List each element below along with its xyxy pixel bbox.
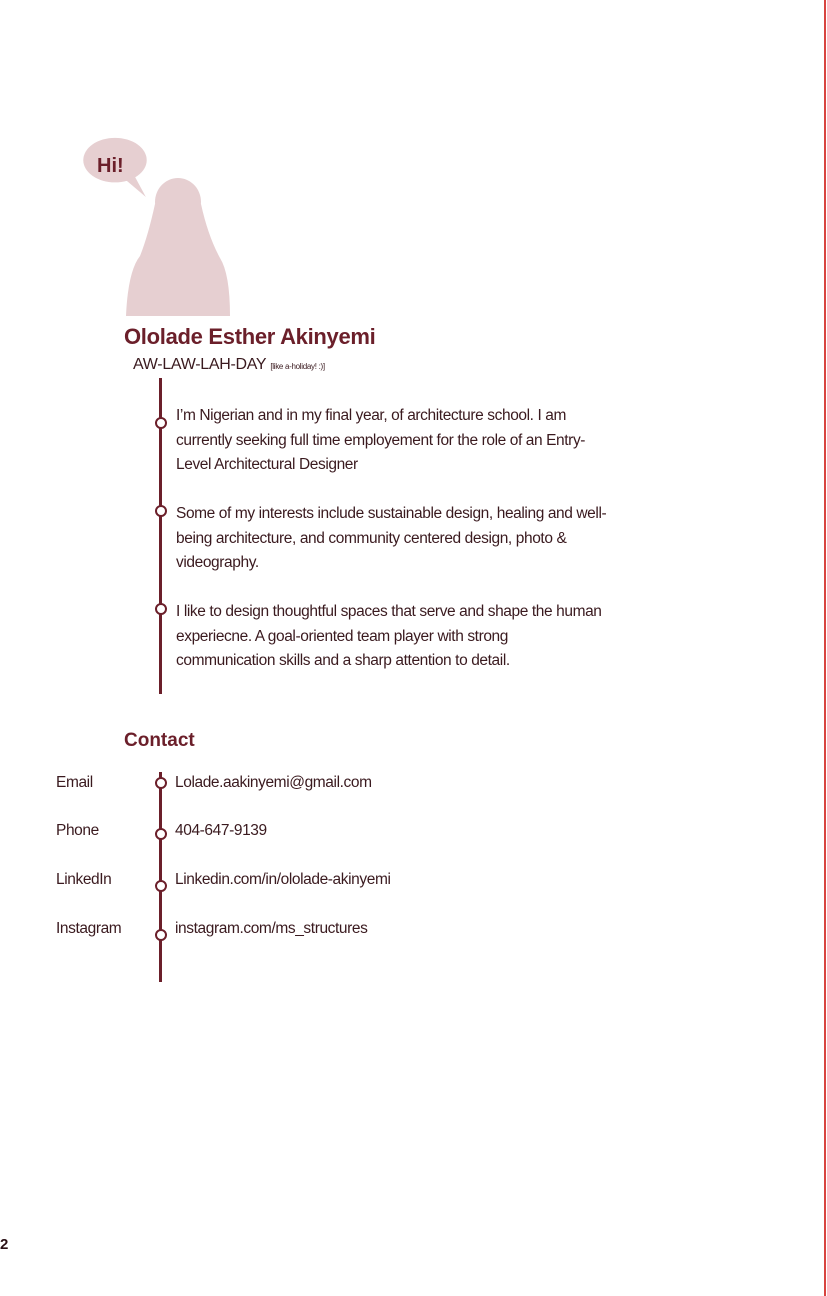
- contact-instagram-value[interactable]: instagram.com/ms_structures: [175, 920, 368, 937]
- greeting-text: Hi!: [97, 155, 124, 177]
- timeline-node-icon: [155, 777, 167, 789]
- page-edge-line: [824, 0, 826, 1296]
- about-paragraph: I like to design thoughtful spaces that serve and shape the human experiecne. A goal-oriented team player with strong communication skills and a sharp attention to detail.: [176, 603, 602, 669]
- timeline-node-icon: [155, 880, 167, 892]
- contact-linkedin-label: LinkedIn: [56, 871, 112, 888]
- contact-phone-value[interactable]: 404-647-9139: [175, 822, 267, 839]
- about-paragraph: Some of my interests include sustainable design, healing and well-being architecture, and community centered design, photo & videography.: [176, 505, 607, 571]
- contact-phone-label: Phone: [56, 822, 99, 839]
- person-silhouette-icon: [122, 176, 234, 316]
- contact-email-value[interactable]: Lolade.aakinyemi@gmail.com: [175, 774, 372, 791]
- pronunciation-note: [like a-holiday! :)]: [270, 362, 325, 371]
- contact-timeline-line: [159, 772, 162, 982]
- about-paragraph: I’m Nigerian and in my final year, of architecture school. I am currently seeking full time employement for the role of an Entry-Level Architectural Designer: [176, 407, 586, 473]
- contact-heading: Contact: [124, 730, 195, 751]
- contact-email-label: Email: [56, 774, 93, 791]
- timeline-node-icon: [155, 828, 167, 840]
- timeline-node-icon: [155, 505, 167, 517]
- contact-linkedin-value[interactable]: Linkedin.com/in/ololade-akinyemi: [175, 871, 391, 888]
- pronunciation-text: AW-LAW-LAH-DAY: [133, 356, 267, 373]
- timeline-node-icon: [155, 417, 167, 429]
- timeline-node-icon: [155, 929, 167, 941]
- page-number: 2: [0, 1236, 9, 1253]
- timeline-node-icon: [155, 603, 167, 615]
- name-pronunciation: [133, 356, 325, 374]
- contact-instagram-label: Instagram: [56, 920, 122, 937]
- person-name: Ololade Esther Akinyemi: [124, 324, 376, 349]
